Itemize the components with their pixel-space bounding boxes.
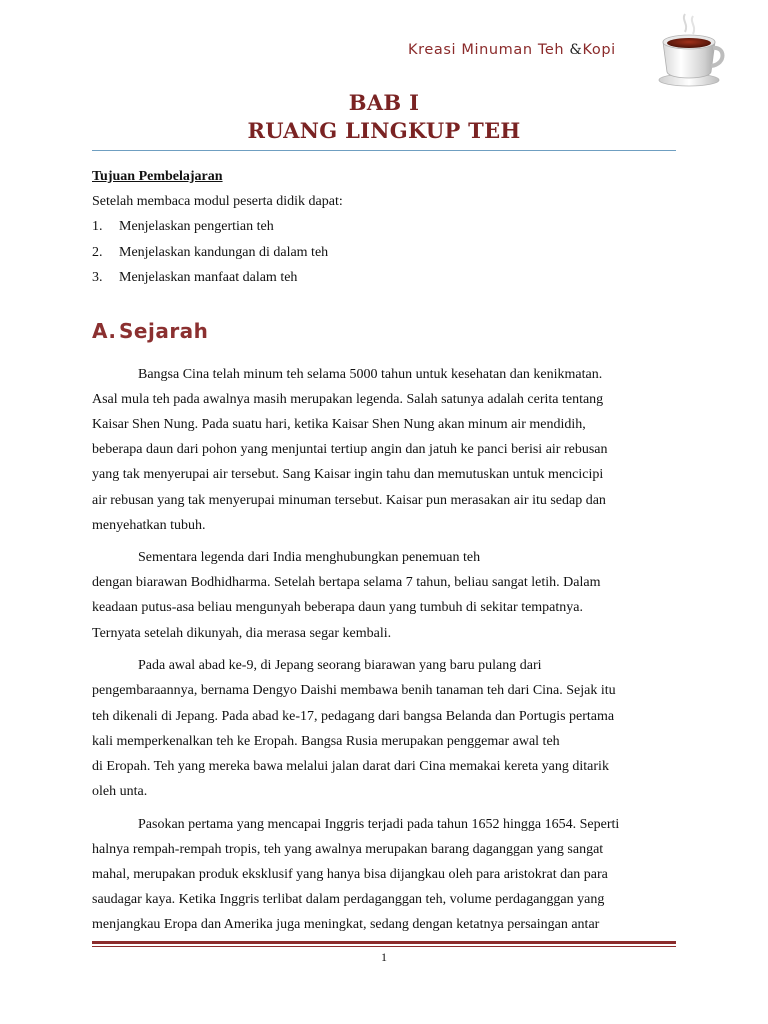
section-heading (92, 319, 208, 343)
objective-item (92, 245, 328, 261)
chapter-title: RUANG LINGKUP TEH (247, 118, 521, 143)
objective-number: 3. (92, 270, 103, 285)
objective-text: Menjelaskan pengertian teh (119, 219, 274, 234)
paragraph-line: menyehatkan tubuh. (92, 518, 206, 533)
paragraph-line: dengan biarawan Bodhidharma. Setelah bertapa selama 7 tahun, beliau sangat letih. Dalam (92, 575, 601, 590)
paragraph-line: Kaisar Shen Nung. Pada suatu hari, ketika Kaisar Shen Nung akan minum air mendidih, (92, 417, 586, 432)
paragraph-line: Sementara legenda dari India menghubungkan penemuan teh (138, 550, 481, 565)
paragraph-line: Asal mula teh pada awalnya masih merupakan legenda. Salah satunya adalah cerita tentang (92, 392, 604, 407)
coffee-cup-icon (655, 10, 727, 90)
paragraph-line: beberapa daun dari pohon yang menjuntai tertiup angin dan jatuh ke panci berisi air rebusan (92, 442, 608, 457)
footer-divider-thin (92, 946, 676, 947)
paragraph-line: pengembaraannya, bernama Dengyo Daishi membawa benih tanaman teh dari Cina. Sejak itu (92, 683, 616, 698)
paragraph-line: Pasokan pertama yang mencapai Inggris terjadi pada tahun 1652 hingga 1654. Seperti (138, 817, 620, 832)
paragraph-line: menjangkau Eropa dan Amerika juga meningkat, sedang dengan ketatnya persaingan antar (92, 917, 600, 932)
objective-number: 1. (92, 219, 103, 234)
paragraph-line: yang tak menyerupai air tersebut. Sang Kaisar ingin tahu dan memutuskan untuk mencicipi (92, 467, 604, 482)
header-title (408, 42, 616, 58)
objective-text: Menjelaskan kandungan di dalam teh (119, 245, 329, 260)
paragraph-line: air rebusan yang tak menyerupai minuman tersebut. Kaisar pun merasakan air itu sedap dan (92, 493, 606, 508)
paragraph-line: kali memperkenalkan teh ke Eropah. Bangsa Rusia merupakan penggemar awal teh (92, 734, 560, 749)
paragraph-line: di Eropah. Teh yang mereka bawa melalui jalan darat dari Cina memakai kereta yang ditarik (92, 759, 609, 774)
objectives-intro: Setelah membaca modul peserta didik dapat: (92, 194, 343, 209)
header-ampersand: & (569, 42, 583, 58)
objective-text: Menjelaskan manfaat dalam teh (119, 270, 298, 285)
paragraph-line: teh dikenali di Jepang. Pada abad ke-17, pedagang dari bangsa Belanda dan Portugis pertama (92, 709, 615, 724)
paragraph-line: oleh unta. (92, 784, 148, 799)
paragraph-line: mahal, merupakan produk eksklusif yang hanya bisa dijangkau oleh para aristokrat dan para (92, 867, 608, 882)
objective-item (92, 219, 274, 235)
objective-number: 2. (92, 245, 103, 260)
footer-divider-thick (92, 941, 676, 944)
section-title: Sejarah (119, 319, 209, 343)
paragraph-line: halnya rempah-rempah tropis, teh yang awalnya merupakan barang daganggan yang sangat (92, 842, 604, 857)
header-title-text: Kreasi Minuman Teh (408, 42, 570, 58)
section-label: A. (92, 319, 117, 343)
objectives-title: Tujuan Pembelajaran (92, 169, 223, 184)
paragraph-line: Pada awal abad ke-9, di Jepang seorang biarawan yang baru pulang dari (138, 658, 542, 673)
header-title-end: Kopi (582, 42, 616, 58)
objective-item (92, 270, 297, 286)
page-number: 1 (381, 950, 387, 964)
heading-divider (92, 150, 676, 151)
paragraph-line: Ternyata setelah dikunyah, dia merasa segar kembali. (92, 626, 392, 641)
paragraph-line: keadaan putus-asa beliau mengunyah beberapa daun yang tumbuh di sekitar tempatnya. (92, 600, 583, 615)
paragraph-line: Bangsa Cina telah minum teh selama 5000 tahun untuk kesehatan dan kenikmatan. (138, 367, 603, 382)
chapter-number: BAB I (348, 90, 420, 115)
paragraph-line: saudagar kaya. Ketika Inggris terlibat dalam perdaganggan teh, volume perdaganggan yang (92, 892, 605, 907)
